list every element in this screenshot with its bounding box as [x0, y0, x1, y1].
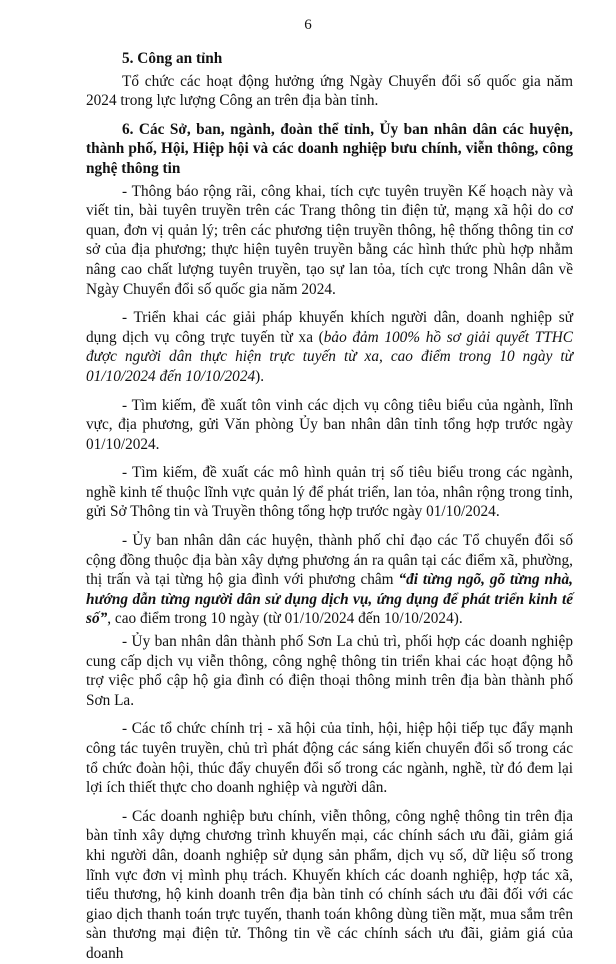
paragraph-2-italic-note: bảo đảm 100% hồ sơ giải quyết TTHC được người dân thực hiện trực tuyến từ xa, cao điểm trong 10 ngày từ 01/10/2024 đến 10/10/2024 — [86, 328, 573, 385]
section-6-paragraph-1: - Thông báo rộng rãi, công khai, tích cực tuyên truyền Kế hoạch này và viết tin, bài tuyên truyền trên các Trang thông tin điện tử, mạng xã hội do cơ quan, đơn vị quản lý; trên các phương tiện truyền thông, hệ thống thông tin cơ sở của địa phương; thực hiện tuyên truyền bằng các hình thức phù hợp nhằm nâng cao chất lượng tuyên truyền, tạo sự lan tỏa, tích cực trong Nhân dân về Ngày Chuyển đổi số quốc gia năm 2024. — [86, 182, 573, 298]
section-5-paragraph: Tổ chức các hoạt động hưởng ứng Ngày Chuyển đổi số quốc gia năm 2024 trong lực lượng Công an trên địa bàn tỉnh. — [86, 72, 573, 110]
section-6-paragraph-2 — [86, 308, 573, 386]
section-6-paragraph-8: - Các doanh nghiệp bưu chính, viễn thông, công nghệ thông tin trên địa bàn tỉnh xây dựng chương trình khuyến mại, các chính sách ưu đãi, giảm giá khi người dân, doanh nghiệp sử dụng sản phẩm, dịch vụ số, dữ liệu số trong lĩnh vực đơn vị mình phụ trách. Khuyến khích các doanh nghiệp, hợp tác xã, tiểu thương, hộ kinh doanh trên địa bàn tỉnh có chính sách ưu đãi đối với các giao dịch thanh toán trực tuyến, thanh toán không dùng tiền mặt, mua sắm trên sàn thương mại điện tử. Thông tin về các chính sách ưu đãi, giảm giá của doanh — [86, 807, 573, 962]
paragraph-2-text: - Triển khai các giải pháp khuyến khích người dân, doanh nghiệp sử dụng dịch vụ công trực tuyến từ xa ( — [86, 309, 573, 346]
paragraph-5-text: - Ủy ban nhân dân các huyện, thành phố chỉ đạo các Tổ chuyển đổi số cộng đồng thuộc địa bàn xây dựng phương án ra quân tại các điểm xã, phường, thị trấn và tại từng hộ gia đình với phương châm — [86, 532, 573, 589]
section-6-heading: 6. Các Sở, ban, ngành, đoàn thể tỉnh, Ủy ban nhân dân các huyện, thành phố, Hội, Hiệp hội và các doanh nghiệp bưu chính, viễn thông, công nghệ thông tin — [86, 120, 573, 177]
paragraph-5-closing: , cao điểm trong 10 ngày (từ 01/10/2024 đến 10/10/2024). — [107, 610, 463, 628]
page-number: 6 — [304, 17, 312, 33]
section-6-paragraph-4: - Tìm kiếm, đề xuất các mô hình quản trị số tiêu biểu trong các ngành, nghề kinh tế thuộc lĩnh vực quản lý để phát triển, lan tỏa, nhân rộng trong tỉnh, gửi Sở Thông tin và Truyền thông tổng hợp trước ngày 01/10/2024. — [86, 464, 573, 521]
section-5-heading: 5. Công an tỉnh — [122, 50, 223, 67]
paragraph-2-closing: ). — [255, 367, 265, 385]
section-6-paragraph-5 — [86, 531, 573, 629]
section-6-paragraph-3: - Tìm kiếm, đề xuất tôn vinh các dịch vụ công tiêu biểu của ngành, lĩnh vực, địa phương, gửi Văn phòng Ủy ban nhân dân tỉnh tổng hợp trước ngày 01/10/2024. — [86, 396, 573, 453]
section-6-paragraph-7: - Các tổ chức chính trị - xã hội của tỉnh, hội, hiệp hội tiếp tục đẩy mạnh công tác tuyên truyền, chủ trì phát động các sáng kiến chuyển đổi số trong các tổ chức đoàn hội, thúc đẩy chuyển đổi số trong các ngành, nghề, từ đó đem lại lợi ích thiết thực cho doanh nghiệp và người dân. — [86, 720, 573, 797]
document-body — [86, 49, 573, 964]
section-6-paragraph-6: - Ủy ban nhân dân thành phố Sơn La chủ trì, phối hợp các doanh nghiệp cung cấp dịch vụ viễn thông, công nghệ thông tin triển khai các hoạt động hỗ trợ việc phổ cập hộ gia đình có điện thoại thông minh trên địa bàn thành phố Sơn La. — [86, 633, 573, 709]
paragraph-5-motto: “đi từng ngõ, gõ từng nhà, hướng dẫn từng người dân sử dụng dịch vụ, ứng dụng để phát triển kinh tế số” — [86, 571, 573, 628]
